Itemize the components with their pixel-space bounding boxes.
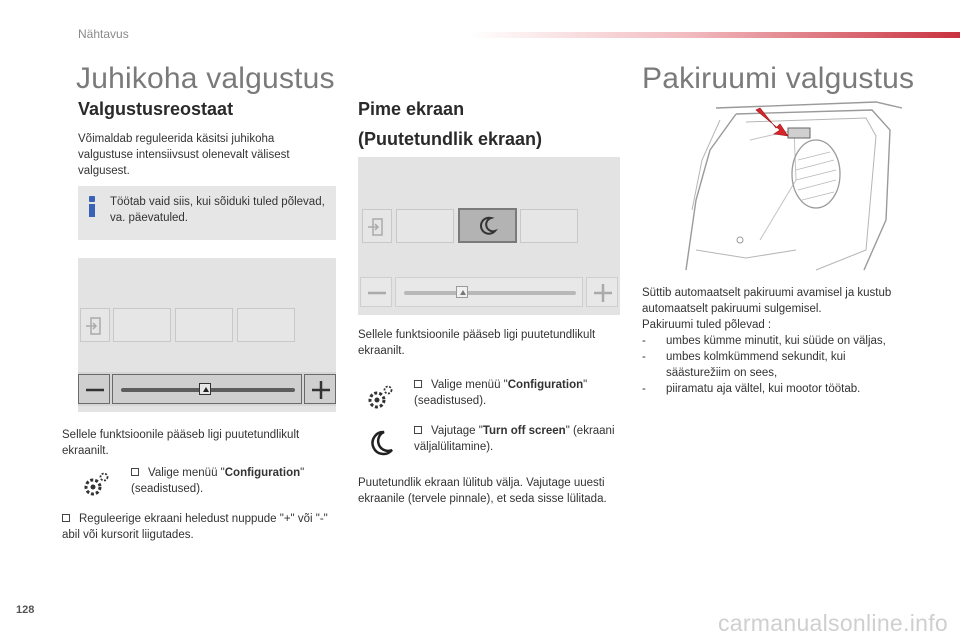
minus-icon bbox=[361, 278, 393, 308]
page-title-cabin-lighting: Juhikoha valgustus bbox=[76, 62, 335, 95]
plus-button[interactable] bbox=[304, 374, 336, 404]
subtitle-dimmer: Valgustusreostaat bbox=[78, 99, 234, 119]
touchscreen-illustration-middle bbox=[358, 157, 620, 315]
moon-icon bbox=[460, 210, 515, 241]
checkbox-bullet-icon bbox=[414, 380, 422, 388]
moon-icon bbox=[366, 428, 396, 458]
section-label: Nähtavus bbox=[78, 27, 129, 41]
touchscreen-illustration-left bbox=[78, 258, 336, 412]
info-box bbox=[78, 186, 336, 240]
boot-lighting-description: Süttib automaatselt pakiruumi avamisel ja kustub automaatselt pakiruumi sulgemisel. Pakiruumi tuled põlevad : - umbes kümme minutit, kui süüde on väljas, - umbes kolmkümmend sekundit, kui säästurežiim on sees, - piiramatu aja vältel, kui mootor töötab. bbox=[642, 285, 910, 397]
step-adjust-brightness: Reguleerige ekraani heledust nuppude "+" või "-" abil või kursorit liigutades. bbox=[62, 513, 328, 541]
list-item: - piiramatu aja vältel, kui mootor töötab. bbox=[642, 383, 861, 395]
slider-thumb[interactable] bbox=[456, 286, 468, 298]
plus-icon bbox=[587, 278, 619, 308]
page-title-boot-lighting: Pakiruumi valgustus bbox=[642, 62, 915, 95]
list-item: - umbes kümme minutit, kui süüde on väljas, bbox=[642, 335, 886, 347]
back-tile bbox=[362, 209, 392, 243]
turn-off-screen-tile[interactable] bbox=[458, 208, 517, 243]
menu-tile bbox=[237, 308, 295, 342]
step-configuration-middle: Valige menüü "Configuration" (seadistused). bbox=[414, 379, 588, 407]
info-icon bbox=[87, 196, 97, 218]
plus-button[interactable] bbox=[586, 277, 618, 307]
watermark: carmanualsonline.info bbox=[717, 610, 948, 636]
access-text-left: Sellele funktsioonile pääseb ligi puutetundlikult ekraanilt. bbox=[62, 429, 300, 457]
access-text-middle: Sellele funktsioonile pääseb ligi puutetundlikult ekraanilt. bbox=[358, 329, 596, 357]
header-accent-bar bbox=[470, 32, 960, 38]
slider-track bbox=[404, 291, 576, 295]
minus-button[interactable] bbox=[78, 374, 110, 404]
menu-tile bbox=[113, 308, 171, 342]
minus-icon bbox=[79, 375, 111, 405]
settings-gear-icon bbox=[364, 383, 394, 413]
outro-text: Puutetundlik ekraan lülitub välja. Vajutage uuesti ekraanile (tervele pinnale), et seda sisse lülitada. bbox=[358, 477, 607, 505]
brightness-slider[interactable] bbox=[395, 277, 583, 307]
checkbox-bullet-icon bbox=[131, 468, 139, 476]
menu-tile bbox=[520, 209, 578, 243]
info-text: Töötab vaid siis, kui sõiduki tuled põlevad, va. päevatuled. bbox=[110, 196, 325, 224]
step-configuration-left: Valige menüü "Configuration" (seadistused). bbox=[131, 467, 305, 495]
page-number: 128 bbox=[16, 604, 35, 616]
step-turn-off-screen: Vajutage "Turn off screen" (ekraani väljalülitamine). bbox=[414, 425, 615, 453]
list-item: - umbes kolmkümmend sekundit, kui säästurežiim on sees, bbox=[642, 351, 846, 379]
subtitle-dark-screen: Pime ekraan (Puutetundlik ekraan) bbox=[358, 99, 543, 149]
boot-lighting-durations bbox=[642, 333, 910, 397]
exit-icon bbox=[363, 210, 393, 244]
menu-tile bbox=[396, 209, 454, 243]
back-tile bbox=[80, 308, 110, 342]
menu-tile bbox=[175, 308, 233, 342]
checkbox-bullet-icon bbox=[62, 514, 70, 522]
plus-icon bbox=[305, 375, 337, 405]
intro-text: Võimaldab reguleerida käsitsi juhikoha valgustuse intensiivsust olenevalt välisest valgusest. bbox=[78, 133, 290, 177]
slider-thumb[interactable] bbox=[199, 383, 211, 395]
settings-gear-icon bbox=[80, 470, 110, 500]
brightness-slider[interactable] bbox=[112, 374, 302, 404]
brightness-slider-row bbox=[78, 372, 336, 406]
boot-lamp-illustration bbox=[676, 100, 908, 274]
minus-button[interactable] bbox=[360, 277, 392, 307]
checkbox-bullet-icon bbox=[414, 426, 422, 434]
exit-icon bbox=[81, 309, 111, 343]
